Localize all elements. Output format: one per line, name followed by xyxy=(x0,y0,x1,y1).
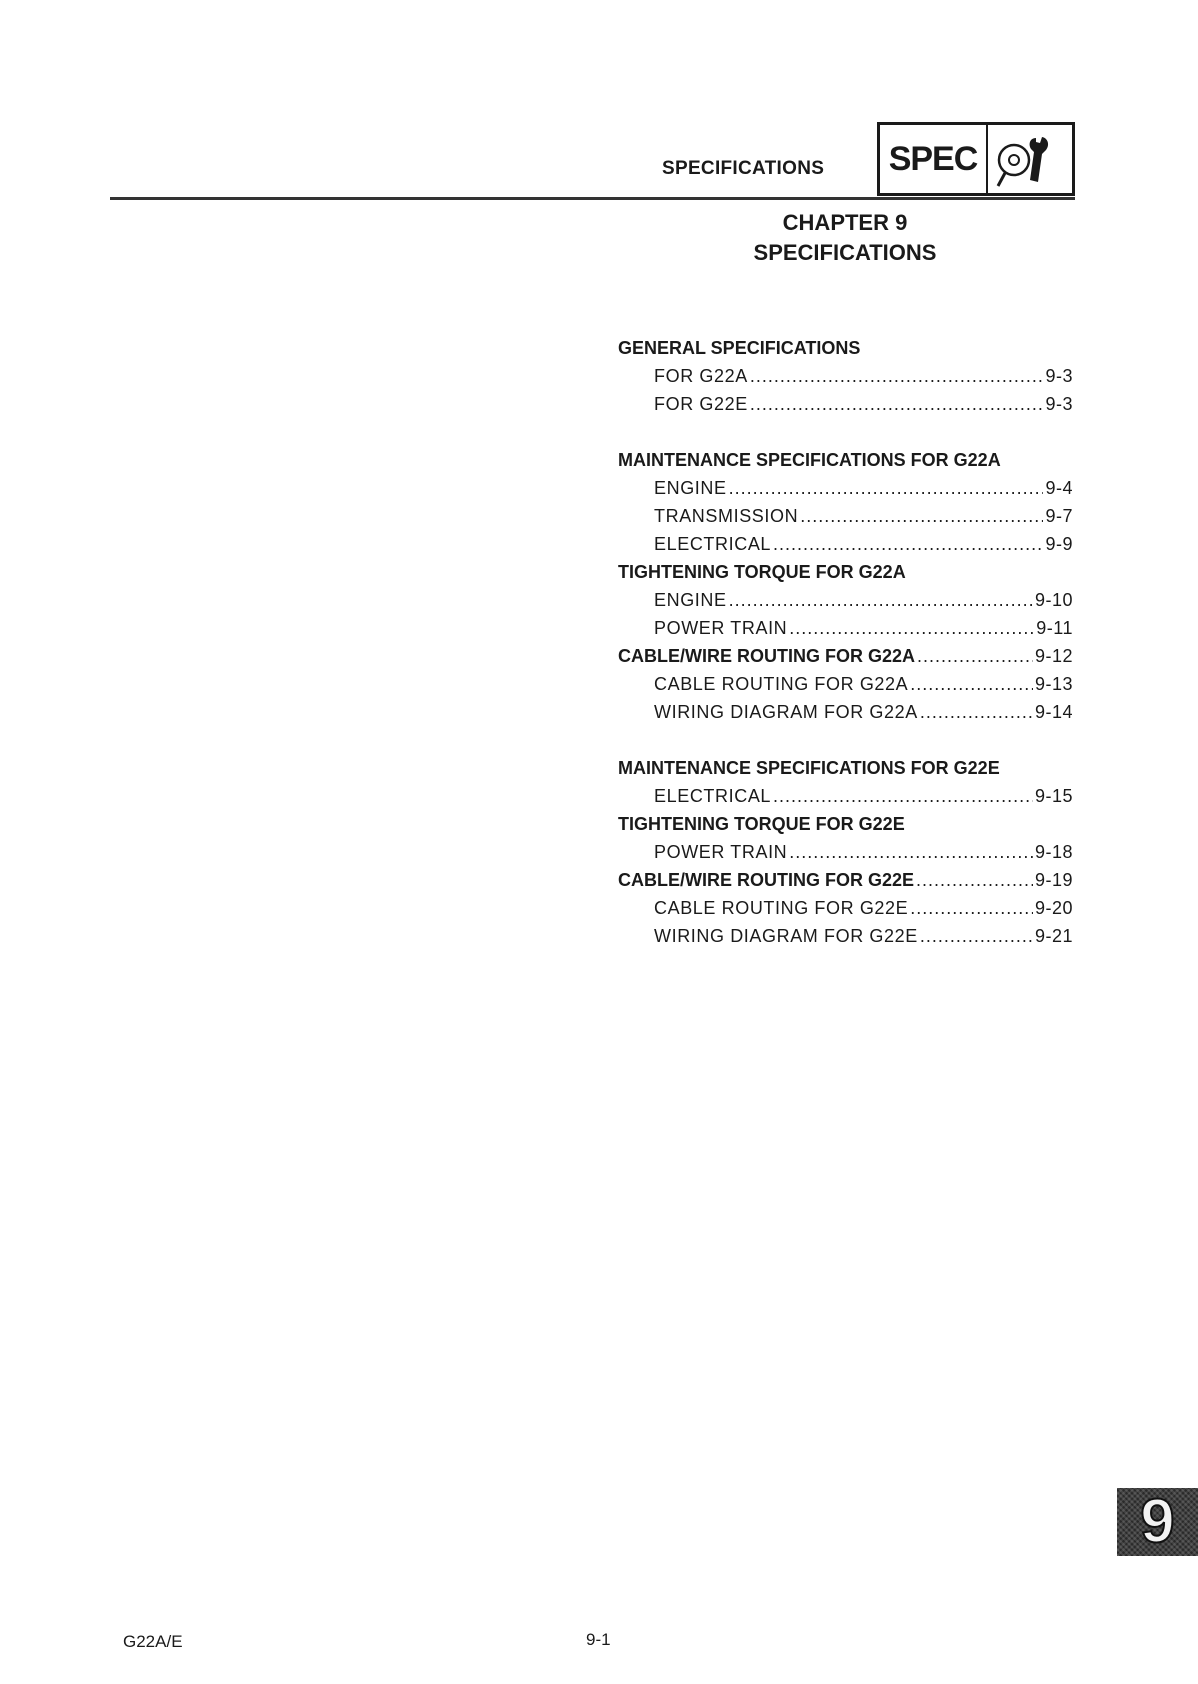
toc-section-title: CABLE/WIRE ROUTING FOR G22A xyxy=(618,646,916,666)
header-title: SPECIFICATIONS xyxy=(662,158,825,179)
toc-entry-page: 9-19 xyxy=(1034,870,1073,890)
toc-entry-label: ENGINE xyxy=(654,590,727,610)
wrench-gauge-icon xyxy=(988,125,1072,193)
dot-leader xyxy=(750,362,1044,390)
toc-entry-page: 9-12 xyxy=(1034,646,1073,666)
toc-entry[interactable] xyxy=(618,530,1073,558)
toc-entry-page: 9-3 xyxy=(1045,394,1073,414)
toc-entry-page: 9-9 xyxy=(1045,534,1073,554)
toc-entry-label: CABLE ROUTING FOR G22A xyxy=(654,674,909,694)
toc-section-entry[interactable] xyxy=(618,866,1073,894)
toc-entry-label: TRANSMISSION xyxy=(654,506,799,526)
dot-leader xyxy=(789,838,1033,866)
dot-leader xyxy=(729,586,1033,614)
spec-badge xyxy=(877,122,1075,196)
toc-entry-page: 9-18 xyxy=(1034,842,1073,862)
toc-entry-label: ENGINE xyxy=(654,478,727,498)
chapter-thumb-tab xyxy=(1117,1488,1198,1556)
toc-entry-label: WIRING DIAGRAM FOR G22A xyxy=(654,702,918,722)
table-of-contents xyxy=(618,334,1073,950)
dot-leader xyxy=(750,390,1044,418)
toc-entry-label: POWER TRAIN xyxy=(654,618,788,638)
toc-entry-page: 9-20 xyxy=(1034,898,1073,918)
chapter-heading xyxy=(700,208,990,268)
toc-entry[interactable] xyxy=(618,698,1073,726)
toc-entry[interactable] xyxy=(618,614,1073,642)
toc-entry-page: 9-15 xyxy=(1034,786,1073,806)
toc-section-entry[interactable] xyxy=(618,642,1073,670)
toc-entry-label: CABLE ROUTING FOR G22E xyxy=(654,898,909,918)
header-rule xyxy=(110,197,1075,200)
toc-entry-label: POWER TRAIN xyxy=(654,842,788,862)
toc-entry[interactable] xyxy=(618,502,1073,530)
toc-entry-label: ELECTRICAL xyxy=(654,534,772,554)
dot-leader xyxy=(789,614,1034,642)
toc-entry-label: FOR G22A xyxy=(654,366,748,386)
dot-leader xyxy=(773,530,1043,558)
toc-section-title: MAINTENANCE SPECIFICATIONS FOR G22A xyxy=(618,450,1001,470)
toc-entry-page: 9-10 xyxy=(1034,590,1073,610)
dot-leader xyxy=(773,782,1033,810)
dot-leader xyxy=(910,670,1033,698)
toc-entry[interactable] xyxy=(618,362,1073,390)
toc-section-title: TIGHTENING TORQUE FOR G22A xyxy=(618,562,906,582)
toc-entry[interactable] xyxy=(618,922,1073,950)
toc-entry-label: WIRING DIAGRAM FOR G22E xyxy=(654,926,918,946)
toc-entry-page: 9-4 xyxy=(1045,478,1073,498)
toc-entry[interactable] xyxy=(618,474,1073,502)
dot-leader xyxy=(917,642,1033,670)
toc-entry-page: 9-7 xyxy=(1045,506,1073,526)
toc-section-title: TIGHTENING TORQUE FOR G22E xyxy=(618,814,905,834)
toc-section-title: CABLE/WIRE ROUTING FOR G22E xyxy=(618,870,915,890)
dot-leader xyxy=(920,698,1033,726)
toc-entry-page: 9-11 xyxy=(1036,618,1073,638)
dot-leader xyxy=(916,866,1033,894)
toc-entry[interactable] xyxy=(618,390,1073,418)
toc-entry-page: 9-14 xyxy=(1034,702,1073,722)
toc-entry-page: 9-21 xyxy=(1034,926,1073,946)
toc-section-title: GENERAL SPECIFICATIONS xyxy=(618,338,861,358)
footer-page-number: 9-1 xyxy=(586,1630,611,1649)
chapter-name: SPECIFICATIONS xyxy=(753,240,937,265)
toc-entry-label: ELECTRICAL xyxy=(654,786,772,806)
chapter-tab-number: 9 xyxy=(1140,1487,1175,1556)
dot-leader xyxy=(800,502,1043,530)
chapter-number: CHAPTER 9 xyxy=(782,210,908,235)
toc-entry-page: 9-13 xyxy=(1034,674,1073,694)
dot-leader xyxy=(729,474,1044,502)
toc-section-title: MAINTENANCE SPECIFICATIONS FOR G22E xyxy=(618,758,1000,778)
toc-entry[interactable] xyxy=(618,670,1073,698)
toc-entry-page: 9-3 xyxy=(1045,366,1073,386)
toc-entry[interactable] xyxy=(618,586,1073,614)
toc-entry[interactable] xyxy=(618,894,1073,922)
dot-leader xyxy=(920,922,1033,950)
footer-model: G22A/E xyxy=(123,1632,183,1651)
toc-entry[interactable] xyxy=(618,782,1073,810)
spec-badge-text: SPEC xyxy=(880,125,988,193)
toc-entry-label: FOR G22E xyxy=(654,394,748,414)
toc-entry[interactable] xyxy=(618,838,1073,866)
dot-leader xyxy=(910,894,1033,922)
